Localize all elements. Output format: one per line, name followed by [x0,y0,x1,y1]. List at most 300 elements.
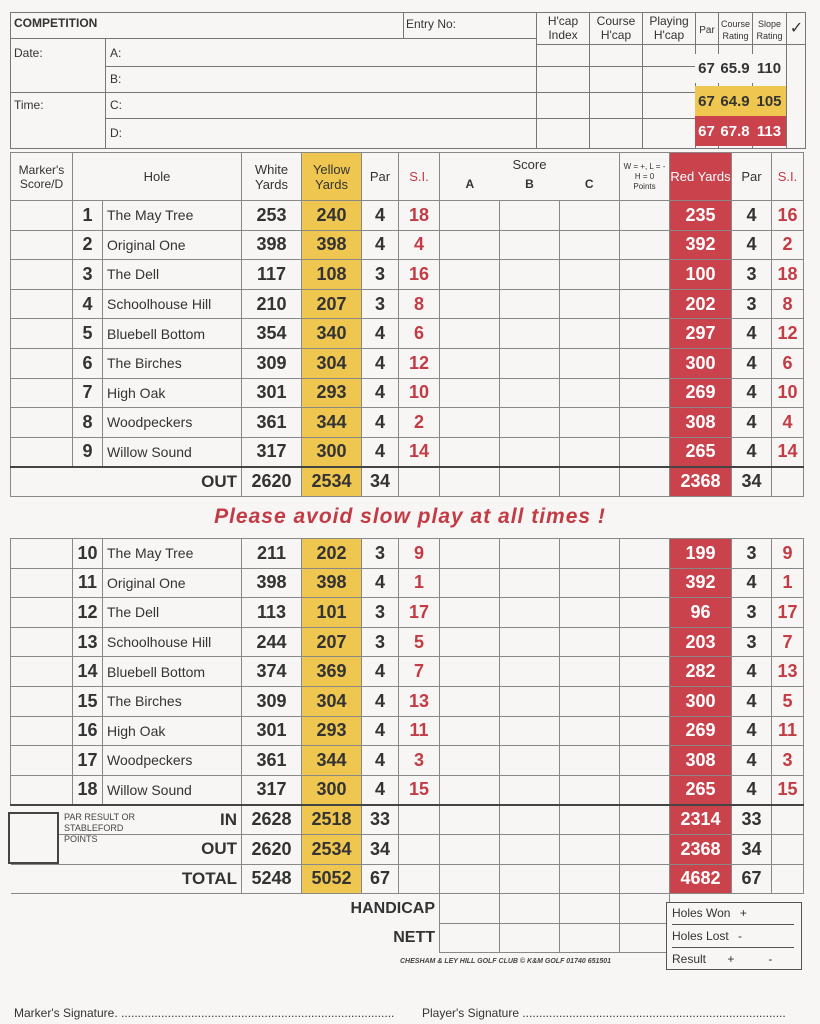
score-b-cell[interactable] [500,627,560,657]
red-yards: 265 [670,775,732,805]
marker-score-cell[interactable] [11,348,73,378]
white-yards: 361 [242,408,302,438]
yellow-yards: 398 [302,230,362,260]
yellow-yards: 240 [302,201,362,231]
score-c-header: C [584,177,594,191]
score-a-cell[interactable] [440,260,500,290]
hole-name: Willow Sound [103,775,242,805]
rating-par: 67 [698,92,715,110]
nett-c[interactable] [560,923,620,953]
handicap-a[interactable] [440,894,500,924]
yellow-yards: 202 [302,539,362,569]
back-nine-table [10,538,804,953]
red-par: 4 [732,378,772,408]
slow-play-notice: Please avoid slow play at all times ! [214,505,606,528]
total-si-blank[interactable] [399,805,440,835]
red-yards: 202 [670,289,732,319]
white-yards: 253 [242,201,302,231]
stroke-index: 13 [399,686,440,716]
total-red-si-blank[interactable] [772,467,804,497]
score-b-cell[interactable] [500,408,560,438]
score-b-cell[interactable] [500,657,560,687]
hole-name: Schoolhouse Hill [103,627,242,657]
hole-par: 3 [362,289,399,319]
club-credit: CHESHAM & LEY HILL GOLF CLUB © K&M GOLF 01740 651501 [400,958,612,965]
marker-score-cell[interactable] [11,627,73,657]
white-yards: 354 [242,319,302,349]
hole-par: 3 [362,539,399,569]
hole-row [11,598,804,628]
hole-number: 15 [73,686,103,716]
red-stroke-index: 9 [772,539,804,569]
points-cell[interactable] [620,408,670,438]
total-points[interactable] [620,864,670,894]
marker-score-cell[interactable] [11,260,73,290]
total-white: 5248 [242,864,302,894]
red-par: 3 [732,289,772,319]
points-cell[interactable] [620,201,670,231]
score-c-cell[interactable] [560,716,620,746]
total-score-b[interactable] [500,834,560,864]
score-c-cell[interactable] [560,230,620,260]
score-b-cell[interactable] [500,716,560,746]
score-a-cell[interactable] [440,598,500,628]
hole-number: 3 [73,260,103,290]
yellow-yards: 108 [302,260,362,290]
hole-number: 13 [73,627,103,657]
marker-score-cell[interactable] [11,408,73,438]
score-a-cell[interactable] [440,230,500,260]
stroke-index: 10 [399,378,440,408]
rating-course: 65.9 [720,60,750,77]
total-si-blank[interactable] [399,864,440,894]
red-yards: 300 [670,686,732,716]
points-cell[interactable] [620,686,670,716]
points-cell[interactable] [620,657,670,687]
points-cell[interactable] [620,716,670,746]
score-b-cell[interactable] [500,775,560,805]
hole-row [11,260,804,290]
score-b-cell[interactable] [500,260,560,290]
score-b-cell[interactable] [500,598,560,628]
red-stroke-index: 16 [772,201,804,231]
score-a-cell[interactable] [440,539,500,569]
yellow-yards: 340 [302,319,362,349]
score-a-cell[interactable] [440,568,500,598]
yellow-yards-header: Yellow Yards [302,153,362,201]
red-yards: 265 [670,437,732,467]
marker-score-cell[interactable] [11,437,73,467]
red-par: 4 [732,408,772,438]
red-stroke-index: 3 [772,746,804,776]
white-yards: 211 [242,539,302,569]
white-yards: 309 [242,686,302,716]
stroke-index: 3 [399,746,440,776]
points-cell[interactable] [620,378,670,408]
nett-points[interactable] [620,923,670,953]
red-par: 3 [732,598,772,628]
score-b-cell[interactable] [500,378,560,408]
hole-par: 4 [362,319,399,349]
points-cell[interactable] [620,437,670,467]
stroke-index: 6 [399,319,440,349]
red-par: 4 [732,348,772,378]
hole-number: 8 [73,408,103,438]
total-par: 33 [362,805,399,835]
red-stroke-index: 6 [772,348,804,378]
total-points[interactable] [620,805,670,835]
score-c-cell[interactable] [560,348,620,378]
red-stroke-index: 11 [772,716,804,746]
total-red-par: 33 [732,805,772,835]
points-cell[interactable] [620,319,670,349]
par-result-label: PAR RESULT OR STABLEFORD POINTS [64,812,136,844]
score-a-cell[interactable] [440,201,500,231]
red-par: 4 [732,319,772,349]
hole-par: 4 [362,230,399,260]
hole-name: High Oak [103,716,242,746]
points-cell[interactable] [620,539,670,569]
hole-number: 2 [73,230,103,260]
score-a-cell[interactable] [440,716,500,746]
score-a-cell[interactable] [440,408,500,438]
score-a-cell[interactable] [440,657,500,687]
yellow-yards: 304 [302,686,362,716]
yellow-yards: 101 [302,598,362,628]
nett-b[interactable] [500,923,560,953]
stroke-index: 1 [399,568,440,598]
marker-score-cell[interactable] [11,716,73,746]
score-b-cell[interactable] [500,746,560,776]
score-b-header: B [525,177,534,191]
red-yards: 100 [670,260,732,290]
hole-par: 4 [362,686,399,716]
score-a-cell[interactable] [440,775,500,805]
score-b-cell[interactable] [500,568,560,598]
hole-row [11,289,804,319]
score-header: Score A B C [440,153,620,201]
yellow-yards: 344 [302,408,362,438]
result-label: Result [672,952,707,966]
red-yards: 392 [670,568,732,598]
white-yards: 117 [242,260,302,290]
white-yards: 398 [242,230,302,260]
stroke-index: 7 [399,657,440,687]
nett-a[interactable] [440,923,500,953]
white-yards: 113 [242,598,302,628]
stroke-index: 15 [399,775,440,805]
stroke-index: 16 [399,260,440,290]
hole-name: Original One [103,230,242,260]
hole-par: 3 [362,598,399,628]
red-yards: 235 [670,201,732,231]
points-cell[interactable] [620,746,670,776]
hole-par: 3 [362,260,399,290]
entry-no-label: Entry No: [406,17,457,31]
red-stroke-index: 17 [772,598,804,628]
score-c-cell[interactable] [560,657,620,687]
white-yards: 301 [242,716,302,746]
yellow-yards: 344 [302,746,362,776]
hole-number: 10 [73,539,103,569]
handicap-points[interactable] [620,894,670,924]
check-icon: ✓ [789,20,804,37]
marker-score-cell[interactable] [11,746,73,776]
holes-won-label: Holes Won [672,906,731,920]
score-a-cell[interactable] [440,746,500,776]
hole-row [11,746,804,776]
rating-row [695,86,786,116]
hole-name: The Dell [103,598,242,628]
hole-row [11,568,804,598]
marker-score-cell[interactable] [11,657,73,687]
score-b-cell[interactable] [500,289,560,319]
score-b-cell[interactable] [500,686,560,716]
total-points[interactable] [620,467,670,497]
total-score-b[interactable] [500,864,560,894]
total-label: OUT [11,467,242,497]
white-yards: 309 [242,348,302,378]
hole-name: Schoolhouse Hill [103,289,242,319]
course-rating-header: Course Rating [720,19,750,41]
par-result-box[interactable] [8,812,59,864]
par-header: Par [362,153,399,201]
marker-score-cell[interactable] [11,319,73,349]
hole-number: 7 [73,378,103,408]
total-row [11,467,804,497]
red-stroke-index: 10 [772,378,804,408]
hole-par: 4 [362,657,399,687]
score-a-cell[interactable] [440,319,500,349]
stroke-index: 18 [399,201,440,231]
total-red-par: 34 [732,467,772,497]
points-cell[interactable] [620,260,670,290]
rating-course: 64.9 [720,92,750,110]
score-b-cell[interactable] [500,201,560,231]
time-label: Time: [14,98,44,112]
nett-label: NETT [393,929,435,947]
points-cell[interactable] [620,598,670,628]
total-row [11,864,804,894]
hole-number: 12 [73,598,103,628]
total-score-a[interactable] [440,805,500,835]
red-yards: 203 [670,627,732,657]
score-a-cell[interactable] [440,437,500,467]
marker-score-cell[interactable] [11,775,73,805]
white-yards: 361 [242,746,302,776]
total-red-si-blank[interactable] [772,805,804,835]
yellow-yards: 300 [302,437,362,467]
par-rating-header: Par [699,25,715,36]
red-yards: 282 [670,657,732,687]
white-yards: 317 [242,437,302,467]
hole-par: 4 [362,437,399,467]
player-d-label: D: [110,126,122,140]
score-c-cell[interactable] [560,686,620,716]
score-a-cell[interactable] [440,686,500,716]
playing-hcap-header: Playing H'cap [649,14,689,42]
marker-score-cell[interactable] [11,289,73,319]
score-c-cell[interactable] [560,437,620,467]
points-cell[interactable] [620,568,670,598]
total-si-blank[interactable] [399,834,440,864]
hole-name: The Dell [103,260,242,290]
rating-row [695,54,786,83]
red-par: 4 [732,775,772,805]
hole-number: 4 [73,289,103,319]
stroke-index: 4 [399,230,440,260]
hole-par: 4 [362,348,399,378]
red-stroke-index: 4 [772,408,804,438]
score-c-cell[interactable] [560,260,620,290]
marker-score-cell[interactable] [11,539,73,569]
score-a-cell[interactable] [440,378,500,408]
score-a-cell[interactable] [440,627,500,657]
total-red: 4682 [670,864,732,894]
total-points[interactable] [620,834,670,864]
red-stroke-index: 8 [772,289,804,319]
hole-number: 9 [73,437,103,467]
player-c-label: C: [110,98,122,112]
score-c-cell[interactable] [560,539,620,569]
red-par: 4 [732,437,772,467]
white-yards: 210 [242,289,302,319]
total-score-c[interactable] [560,467,620,497]
score-b-cell[interactable] [500,230,560,260]
hole-number: 1 [73,201,103,231]
stroke-index: 11 [399,716,440,746]
points-cell[interactable] [620,775,670,805]
stroke-index: 17 [399,598,440,628]
total-par: 34 [362,834,399,864]
total-score-b[interactable] [500,467,560,497]
score-c-cell[interactable] [560,378,620,408]
score-a-cell[interactable] [440,289,500,319]
score-c-cell[interactable] [560,568,620,598]
rating-slope: 113 [756,122,782,140]
score-c-cell[interactable] [560,598,620,628]
marker-score-header: Marker's Score/D [11,153,73,201]
hole-row [11,686,804,716]
red-par: 4 [732,686,772,716]
score-c-cell[interactable] [560,746,620,776]
white-yards: 244 [242,627,302,657]
points-cell[interactable] [620,289,670,319]
player-signature[interactable]: Player's Signature ............................................................................... [422,1006,786,1020]
marker-signature[interactable]: Marker's Signature. .................................................................................. [14,1006,395,1020]
stroke-index: 8 [399,289,440,319]
hole-row [11,378,804,408]
red-yards: 96 [670,598,732,628]
handicap-c[interactable] [560,894,620,924]
red-par: 4 [732,230,772,260]
score-b-cell[interactable] [500,539,560,569]
total-red-si-blank[interactable] [772,864,804,894]
total-score-b[interactable] [500,805,560,835]
total-white: 2628 [242,805,302,835]
points-header: W = +, L = - H = 0 Points [620,153,670,201]
hole-name: The May Tree [103,539,242,569]
competition-label: COMPETITION [14,16,98,30]
red-stroke-index: 7 [772,627,804,657]
red-par: 4 [732,568,772,598]
red-par: 3 [732,260,772,290]
points-cell[interactable] [620,230,670,260]
hole-row [11,627,804,657]
score-c-cell[interactable] [560,319,620,349]
marker-score-cell[interactable] [11,378,73,408]
marker-score-cell[interactable] [11,568,73,598]
score-c-cell[interactable] [560,201,620,231]
rating-slope: 110 [756,60,782,77]
red-par: 4 [732,716,772,746]
total-score-c[interactable] [560,864,620,894]
marker-score-cell[interactable] [11,686,73,716]
total-red-si-blank[interactable] [772,834,804,864]
white-yards: 317 [242,775,302,805]
yellow-yards: 207 [302,289,362,319]
hole-name: The May Tree [103,201,242,231]
red-stroke-index: 1 [772,568,804,598]
score-c-cell[interactable] [560,289,620,319]
hole-row [11,775,804,805]
total-score-c[interactable] [560,805,620,835]
score-c-cell[interactable] [560,408,620,438]
marker-score-cell[interactable] [11,598,73,628]
total-red: 2314 [670,805,732,835]
total-yellow: 2534 [302,467,362,497]
score-a-cell[interactable] [440,348,500,378]
hcap-index-header: H'cap Index [547,14,579,42]
total-yellow: 2518 [302,805,362,835]
total-si-blank[interactable] [399,467,440,497]
date-label: Date: [14,46,43,60]
yellow-yards: 398 [302,568,362,598]
points-cell[interactable] [620,627,670,657]
score-a-header: A [465,177,475,191]
red-yards: 269 [670,378,732,408]
marker-score-cell[interactable] [11,230,73,260]
score-b-cell[interactable] [500,319,560,349]
total-white: 2620 [242,467,302,497]
hole-par: 3 [362,627,399,657]
score-b-cell[interactable] [500,437,560,467]
hole-row [11,716,804,746]
total-score-a[interactable] [440,467,500,497]
hole-number: 14 [73,657,103,687]
total-score-a[interactable] [440,864,500,894]
yellow-yards: 304 [302,348,362,378]
red-yards-header: Red Yards [670,153,732,201]
red-yards: 300 [670,348,732,378]
hole-name: Willow Sound [103,437,242,467]
total-score-a[interactable] [440,834,500,864]
rating-par: 67 [698,60,715,77]
score-c-cell[interactable] [560,775,620,805]
points-cell[interactable] [620,348,670,378]
marker-score-cell[interactable] [11,201,73,231]
red-stroke-index: 15 [772,775,804,805]
hole-name: Woodpeckers [103,746,242,776]
score-b-cell[interactable] [500,348,560,378]
yellow-yards: 300 [302,775,362,805]
stroke-index: 5 [399,627,440,657]
total-yellow: 5052 [302,864,362,894]
score-c-cell[interactable] [560,627,620,657]
handicap-b[interactable] [500,894,560,924]
total-score-c[interactable] [560,834,620,864]
hole-row [11,437,804,467]
